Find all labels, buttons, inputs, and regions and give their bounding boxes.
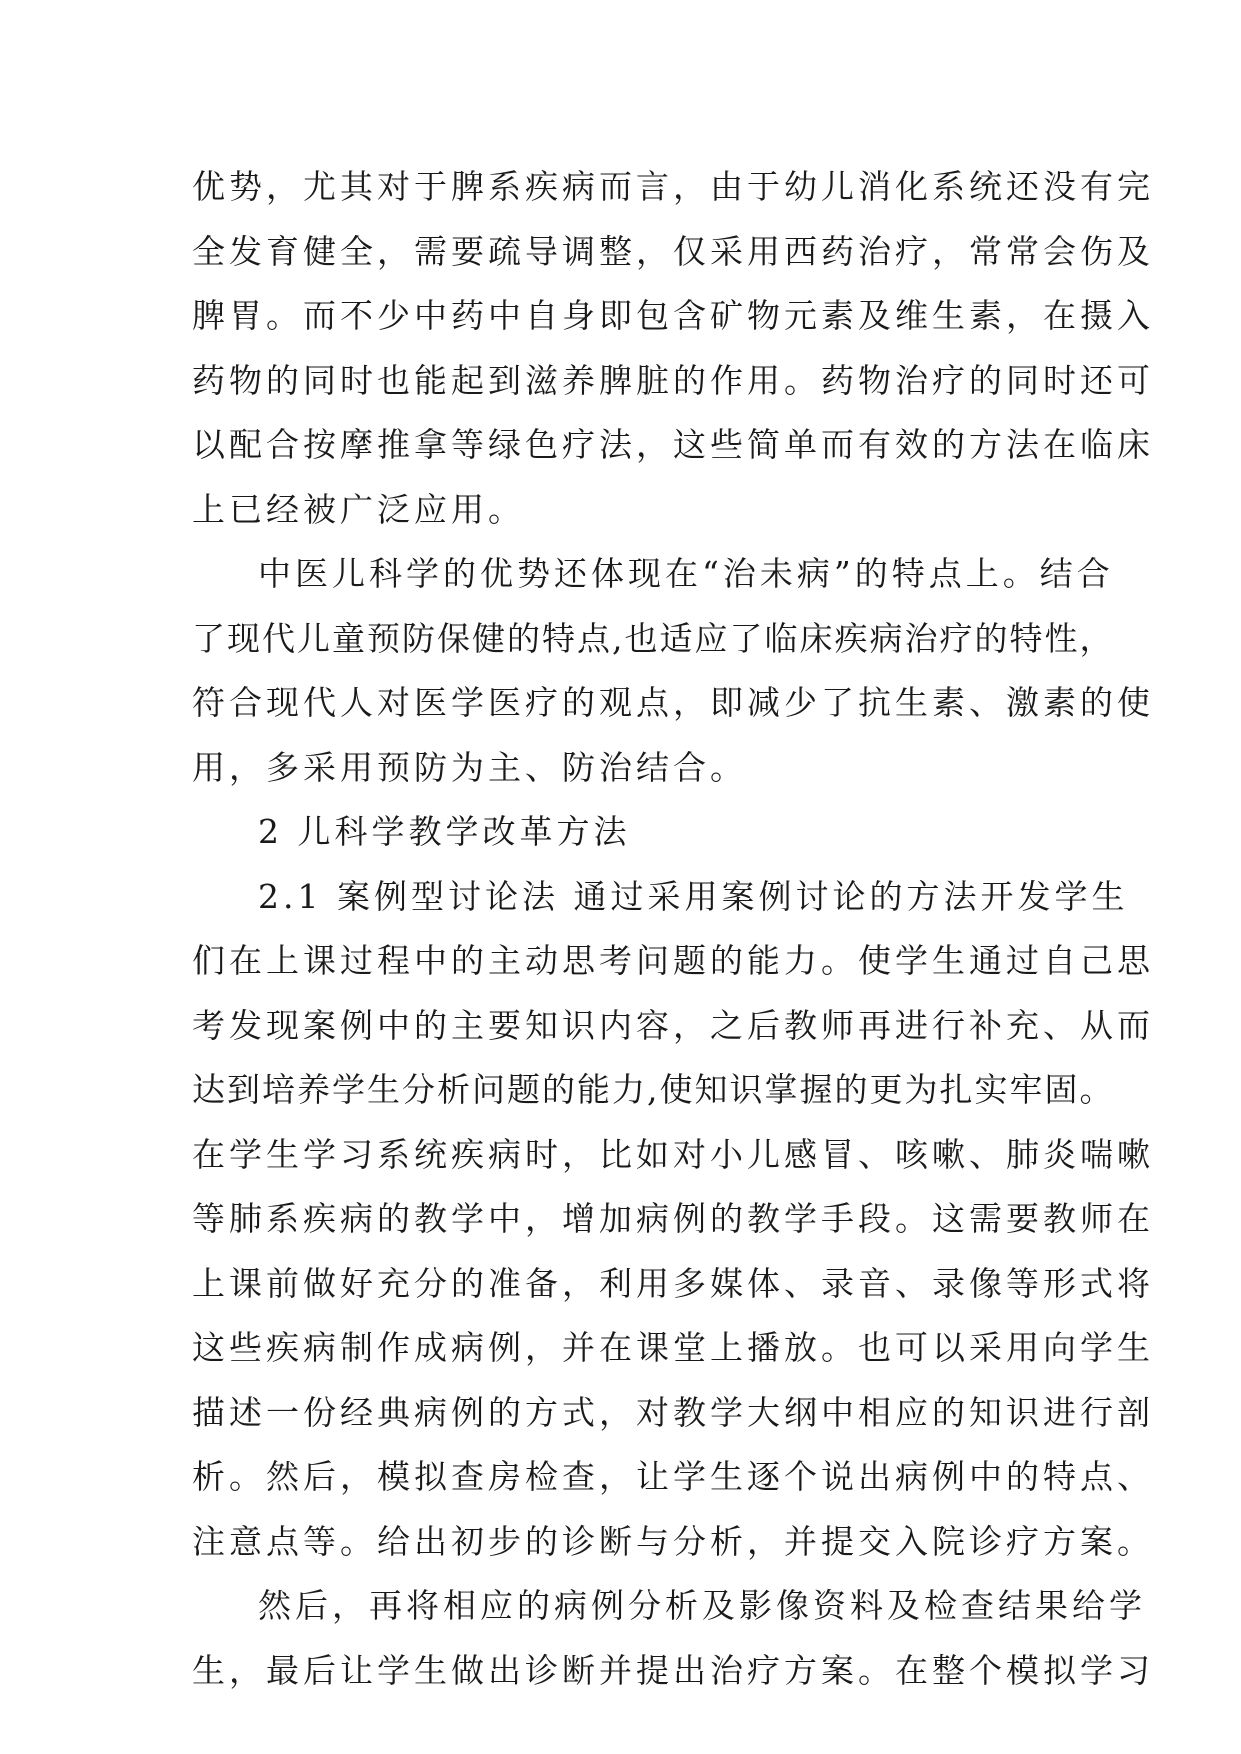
text-line: 用，多采用预防为主、防治结合。 [192,747,747,787]
paragraph-start-line: 然后，再将相应的病例分析及影像资料及检查结果给学 [258,1586,1146,1625]
text-line: 们在上课过程中的主动思考问题的能力。使学生通过自己思 [192,941,1154,980]
text-line: 这些疾病制作成病例，并在课堂上播放。也可以采用向学生 [192,1328,1154,1367]
text-line: 上课前做好充分的准备，利用多媒体、录音、录像等形式将 [192,1263,1154,1303]
body-text [192,155,1154,1703]
text-line: 在学生学习系统疾病时，比如对小儿感冒、咳嗽、肺炎喘嗽 [192,1134,1154,1174]
text-line: 析。然后，模拟查房检查，让学生逐个说出病例中的特点、 [192,1457,1154,1496]
text-line: 以配合按摩推拿等绿色疗法，这些简单而有效的方法在临床 [192,425,1154,464]
section-heading: 2 儿科学教学改革方法 [258,812,631,851]
text-line: 全发育健全，需要疏导调整，仅采用西药治疗，常常会伤及 [192,231,1154,271]
text-line: 优势，尤其对于脾系疾病而言，由于幼儿消化系统还没有完 [192,167,1154,206]
text-line: 脾胃。而不少中药中自身即包含矿物元素及维生素，在摄入 [192,296,1154,335]
text-line: 了现代儿童预防保健的特点,也适应了临床疾病治疗的特性， [192,618,1115,658]
text-line: 达到培养学生分析问题的能力,使知识掌握的更为扎实牢固。 [192,1070,1115,1109]
text-line: 等肺系疾病的教学中，增加病例的教学手段。这需要教师在 [192,1199,1154,1238]
paragraph-start-line: 中医儿科学的优势还体现在“治未病”的特点上。结合 [258,554,1114,593]
subsection-heading-line: 2.1 案例型讨论法 通过采用案例讨论的方法开发学生 [258,876,1129,916]
text-line: 上已经被广泛应用。 [192,489,525,529]
text-line: 注意点等。给出初步的诊断与分析，并提交入院诊疗方案。 [192,1521,1154,1561]
text-line: 药物的同时也能起到滋养脾脏的作用。药物治疗的同时还可 [192,360,1154,400]
text-line: 生，最后让学生做出诊断并提出治疗方案。在整个模拟学习 [192,1650,1154,1690]
text-line: 描述一份经典病例的方式，对教学大纲中相应的知识进行剖 [192,1392,1154,1432]
text-line: 符合现代人对医学医疗的观点，即减少了抗生素、激素的使 [192,683,1154,722]
text-line: 考发现案例中的主要知识内容，之后教师再进行补充、从而 [192,1005,1154,1045]
